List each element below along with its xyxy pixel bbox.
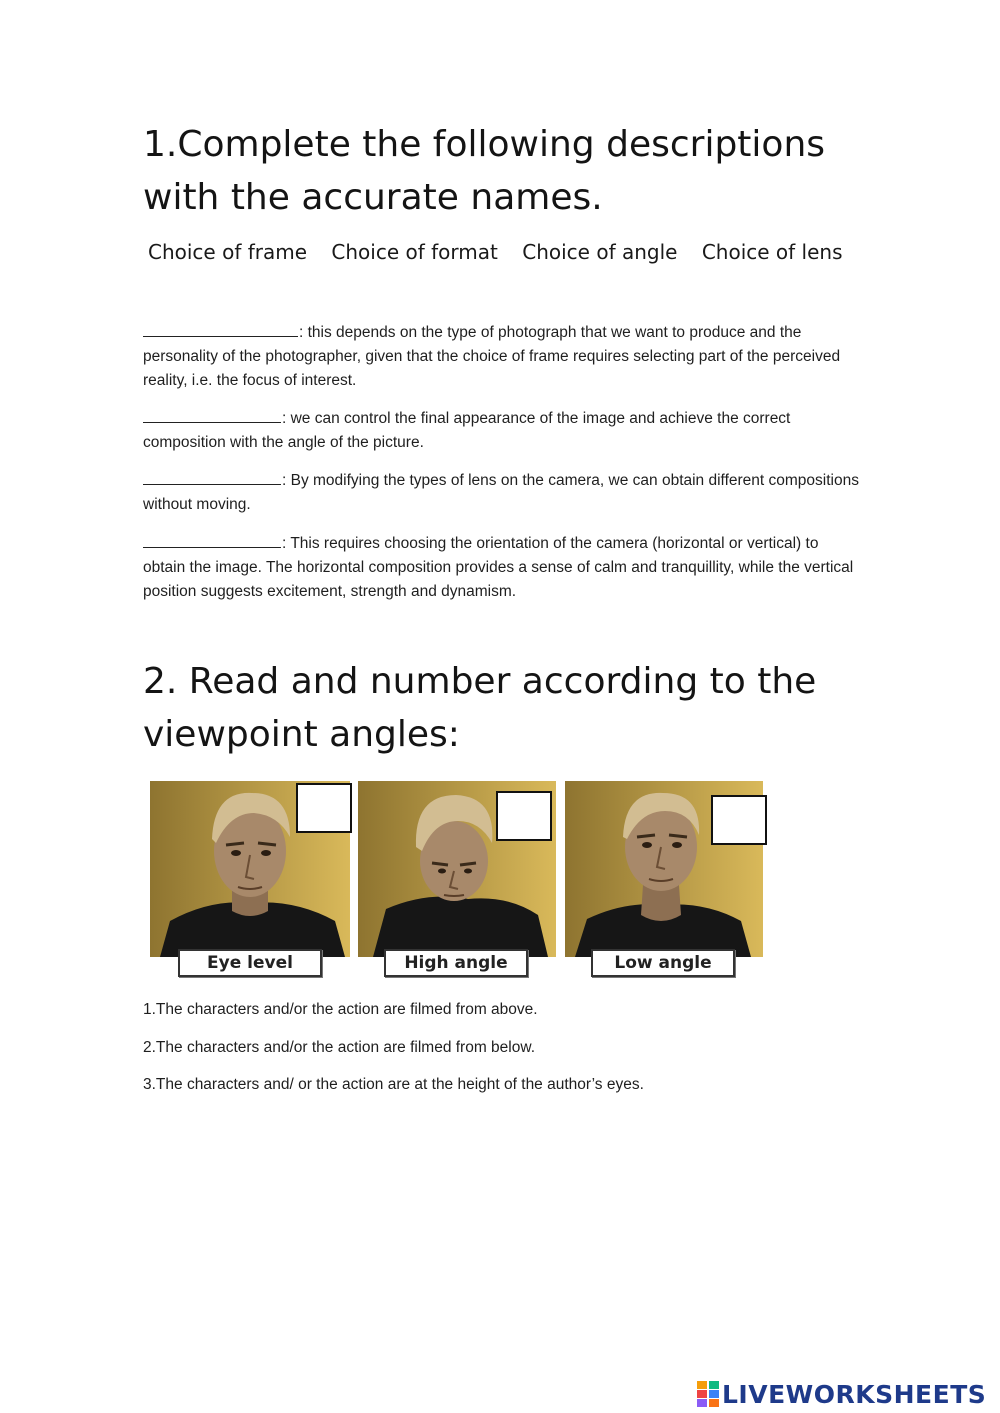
description-text: : this depends on the type of photograph that we want to produce and the personality of the photographer, given that the choice of frame requires selecting part of the perceived reality, i.e. the focus of interest. xyxy=(143,324,841,389)
logo-text: LIVEWORKSHEETS xyxy=(722,1379,987,1409)
word-bank-item: Choice of lens xyxy=(701,240,843,264)
description-4 xyxy=(143,531,863,604)
word-bank-item: Choice of frame xyxy=(148,240,308,264)
statement-3: 3.The characters and/ or the action are at the height of the author’s eyes. xyxy=(143,1076,644,1093)
word-bank xyxy=(148,240,861,264)
low-angle-portrait xyxy=(565,781,765,977)
eye-level-caption: Eye level xyxy=(178,949,322,977)
liveworksheets-logo xyxy=(697,1377,986,1411)
word-bank-item: Choice of angle xyxy=(522,240,678,264)
description-1 xyxy=(143,320,863,393)
answer-box-high-angle[interactable] xyxy=(496,791,552,841)
answer-blank-2[interactable] xyxy=(143,406,281,423)
answer-box-eye-level[interactable] xyxy=(296,783,352,833)
description-text: : By modifying the types of lens on the camera, we can obtain different compositions without moving. xyxy=(143,472,859,513)
section-2-title: 2. Read and number according to the viewpoint angles: xyxy=(143,661,817,755)
portrait-row xyxy=(147,781,767,979)
statement-2: 2.The characters and/or the action are filmed from below. xyxy=(143,1039,536,1056)
description-text: : we can control the final appearance of the image and achieve the correct composition with the angle of the picture. xyxy=(143,410,791,451)
description-3 xyxy=(143,468,863,517)
statement-1: 1.The characters and/or the action are filmed from above. xyxy=(143,1001,538,1018)
eye-level-portrait xyxy=(150,781,350,977)
section-1-title: 1.Complete the following descriptions with the accurate names. xyxy=(143,124,826,218)
answer-blank-1[interactable] xyxy=(143,320,298,337)
word-bank-item: Choice of format xyxy=(331,240,498,264)
low-angle-caption: Low angle xyxy=(591,949,735,977)
answer-blank-3[interactable] xyxy=(143,468,281,485)
answer-box-low-angle[interactable] xyxy=(711,795,767,845)
high-angle-portrait xyxy=(358,781,558,977)
liveworksheets-logo-icon xyxy=(697,1381,719,1407)
answer-blank-4[interactable] xyxy=(143,531,281,548)
high-angle-caption: High angle xyxy=(384,949,528,977)
description-2 xyxy=(143,406,863,455)
description-text: : This requires choosing the orientation of the camera (horizontal or vertical) to obtain the image. The horizontal composition provides a sense of calm and tranquillity, while the vertical position suggests excitement, strength and dynamism. xyxy=(143,535,854,600)
